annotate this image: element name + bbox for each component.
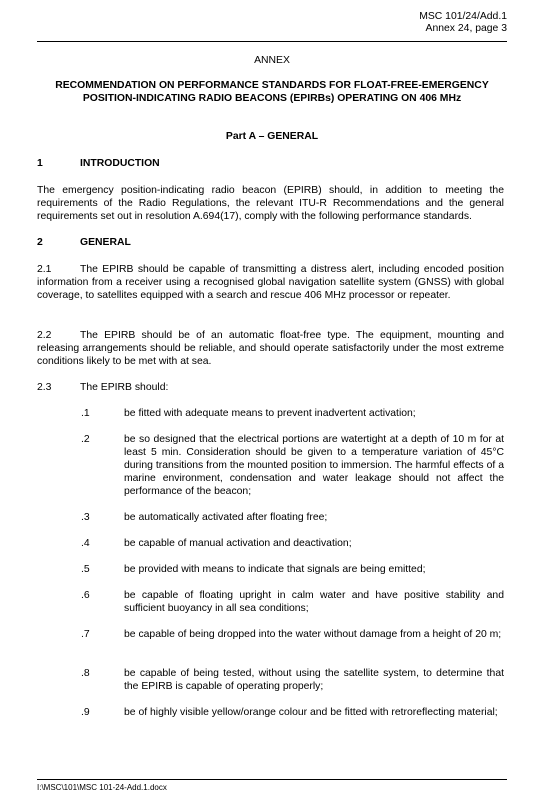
footer-rule: [37, 779, 507, 780]
item-text: be capable of manual activation and deactivation;: [124, 538, 352, 549]
list-item: [81, 511, 504, 524]
doc-number: MSC 101/24/Add.1: [419, 11, 507, 22]
list-item: [81, 563, 504, 576]
header-rule: [37, 41, 507, 42]
paragraph-number: 2.1: [37, 264, 52, 275]
item-text: be so designed that the electrical portions are watertight at a depth of 10 m for at least 5 min. Consideration should be given to a temperature variation of 45°C during transitions from the mounted position to immersion. The harmful effects of a marine environment, condensation and water leakage should not affect the performance of the beacon;: [124, 434, 504, 497]
intro-paragraph: The emergency position-indicating radio beacon (EPIRB) should, in addition to meeting the requirements of the Radio Regulations, the relevant ITU-R Recommendations and the general requirements set out in resolution A.694(17), comply with the following performance standards.: [37, 185, 504, 222]
item-number: .6: [81, 590, 90, 601]
page-label: Annex 24, page 3: [425, 23, 507, 34]
paragraph-number: 2.2: [37, 330, 52, 341]
item-text: be automatically activated after floating free;: [124, 512, 328, 523]
list-item: [81, 706, 504, 719]
item-number: .1: [81, 408, 90, 419]
item-number: .2: [81, 434, 90, 445]
item-text: be of highly visible yellow/orange colour and be fitted with retroreflecting material;: [124, 707, 498, 718]
list-item: [81, 628, 504, 641]
section-title: INTRODUCTION: [80, 158, 160, 169]
annex-label: ANNEX: [254, 55, 290, 66]
paragraph-2-1: [37, 263, 504, 302]
list-item: [81, 407, 504, 420]
item-number: .7: [81, 629, 90, 640]
paragraph-number: 2.3: [37, 382, 52, 393]
item-text: be capable of floating upright in calm water and have positive stability and sufficient buoyancy in all sea conditions;: [124, 590, 504, 614]
item-text: be capable of being tested, without using the satellite system, to determine that the EPIRB is capable of operating properly;: [124, 668, 504, 692]
item-number: .5: [81, 564, 90, 575]
section-number: 2: [37, 237, 43, 248]
document-reference: [419, 11, 507, 35]
item-text: be capable of being dropped into the water without damage from a height of 20 m;: [124, 629, 502, 640]
list-item: [81, 433, 504, 498]
section-number: 1: [37, 158, 43, 169]
paragraph-2-3: [37, 381, 504, 394]
section-title: GENERAL: [80, 237, 131, 248]
footer-file-path: I:\MSC\101\MSC 101-24-Add.1.docx: [37, 783, 167, 792]
item-text: be provided with means to indicate that signals are being emitted;: [124, 564, 426, 575]
document-title: RECOMMENDATION ON PERFORMANCE STANDARDS FOR FLOAT-FREE-EMERGENCY POSITION-INDICATING RADIO BEACONS (EPIRBs) OPERATING ON 406 MHz: [55, 80, 489, 104]
item-number: .3: [81, 512, 90, 523]
list-item: [81, 589, 504, 615]
list-item: [81, 537, 504, 550]
item-number: .4: [81, 538, 90, 549]
item-number: .8: [81, 668, 90, 679]
item-number: .9: [81, 707, 90, 718]
paragraph-text: The EPIRB should:: [80, 382, 169, 393]
part-heading: Part A – GENERAL: [225, 131, 319, 142]
paragraph-text: The EPIRB should be of an automatic float-free type. The equipment, mounting and releasing arrangements should be reliable, and should operate satisfactorily under the most extreme conditions likely to be met with at sea.: [37, 330, 504, 367]
paragraph-2-2: [37, 329, 504, 368]
item-text: be fitted with adequate means to prevent inadvertent activation;: [124, 408, 416, 419]
list-item: [81, 667, 504, 693]
paragraph-text: The EPIRB should be capable of transmitting a distress alert, including encoded position information from a receiver using a recognised global navigation satellite system (GNSS) with global coverage, to satellites equipped with a search and rescue 406 MHz processor or repeater.: [37, 264, 504, 301]
